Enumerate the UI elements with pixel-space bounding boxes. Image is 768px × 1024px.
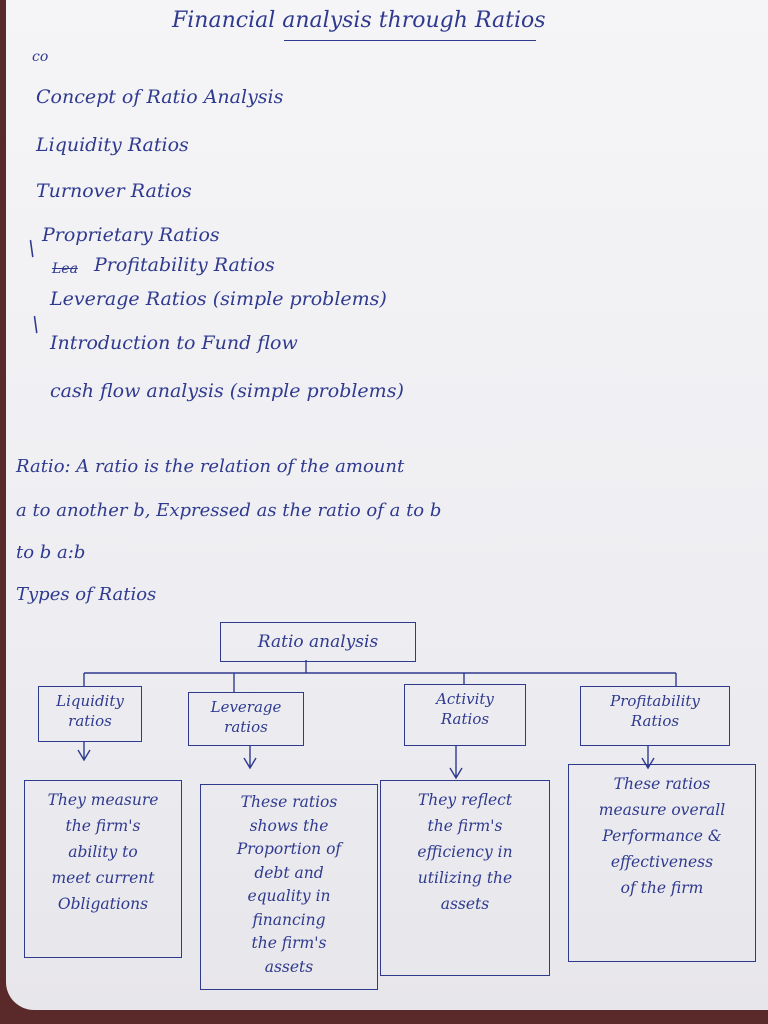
struck-text: Lea [52, 261, 78, 277]
description-box [380, 780, 550, 976]
page-title: Financial analysis through Ratios [172, 8, 546, 33]
notebook-page [6, 0, 768, 1010]
topic-item: Proprietary Ratios [42, 224, 220, 246]
description-line: assets [440, 895, 490, 913]
description-line: shows the [249, 816, 329, 835]
category-label: Liquidity [56, 692, 124, 710]
topic-item: Concept of Ratio Analysis [36, 86, 284, 108]
description-box [200, 784, 378, 990]
description-line: utilizing the [417, 869, 513, 887]
corner-mark: co [32, 49, 49, 65]
category-label: Ratios [440, 710, 490, 728]
topic-item: Introduction to Fund flow [50, 332, 298, 354]
topic-item: Leverage Ratios (simple problems) [50, 288, 387, 310]
description-line: They reflect [417, 791, 513, 809]
category-label: Leverage [210, 698, 282, 716]
topic-item: Profitability Ratios [94, 254, 275, 276]
category-label: Ratios [630, 712, 680, 730]
description-line: meet current [51, 869, 155, 887]
category-node [404, 684, 526, 746]
root-node [220, 622, 416, 662]
description-line: effectiveness [610, 853, 714, 871]
topic-item: Turnover Ratios [36, 180, 192, 202]
description-line: measure overall [598, 801, 726, 819]
description-line: efficiency in [417, 843, 513, 861]
category-node [580, 686, 730, 746]
description-box [568, 764, 756, 962]
description-line: the firm's [427, 817, 503, 835]
description-line: assets [264, 957, 314, 976]
category-label: Profitability [610, 692, 700, 710]
description-line: Proportion of [236, 840, 342, 858]
definition-line: Ratio: A ratio is the relation of the amount [16, 456, 405, 477]
topic-item: Liquidity Ratios [36, 134, 189, 156]
definition-line: a to another b, Expressed as the ratio of a to b [16, 500, 442, 521]
definition-line: to b a:b [16, 542, 86, 563]
description-line: of the firm [620, 879, 704, 897]
check-tick: / [23, 235, 40, 261]
description-line: Obligations [57, 895, 149, 913]
description-line: the firm's [251, 934, 327, 952]
description-line: Performance & [602, 827, 722, 845]
description-line: These ratios [613, 775, 711, 793]
description-line: They measure [47, 791, 159, 809]
category-label: ratios [68, 712, 112, 730]
root-label: Ratio analysis [257, 632, 379, 652]
check-tick: / [27, 311, 44, 337]
description-line: ability to [68, 843, 138, 861]
category-node [188, 692, 304, 746]
category-node [38, 686, 142, 742]
description-line: These ratios [240, 793, 338, 811]
description-line: the firm's [65, 817, 141, 835]
description-line: equality in [247, 887, 331, 905]
description-line: debt and [254, 863, 324, 882]
description-line: financing [252, 910, 326, 929]
category-label: ratios [224, 718, 268, 736]
description-box [24, 780, 182, 958]
topic-item: cash flow analysis (simple problems) [50, 380, 404, 402]
category-label: Activity [436, 690, 494, 708]
types-heading: Types of Ratios [16, 584, 157, 605]
